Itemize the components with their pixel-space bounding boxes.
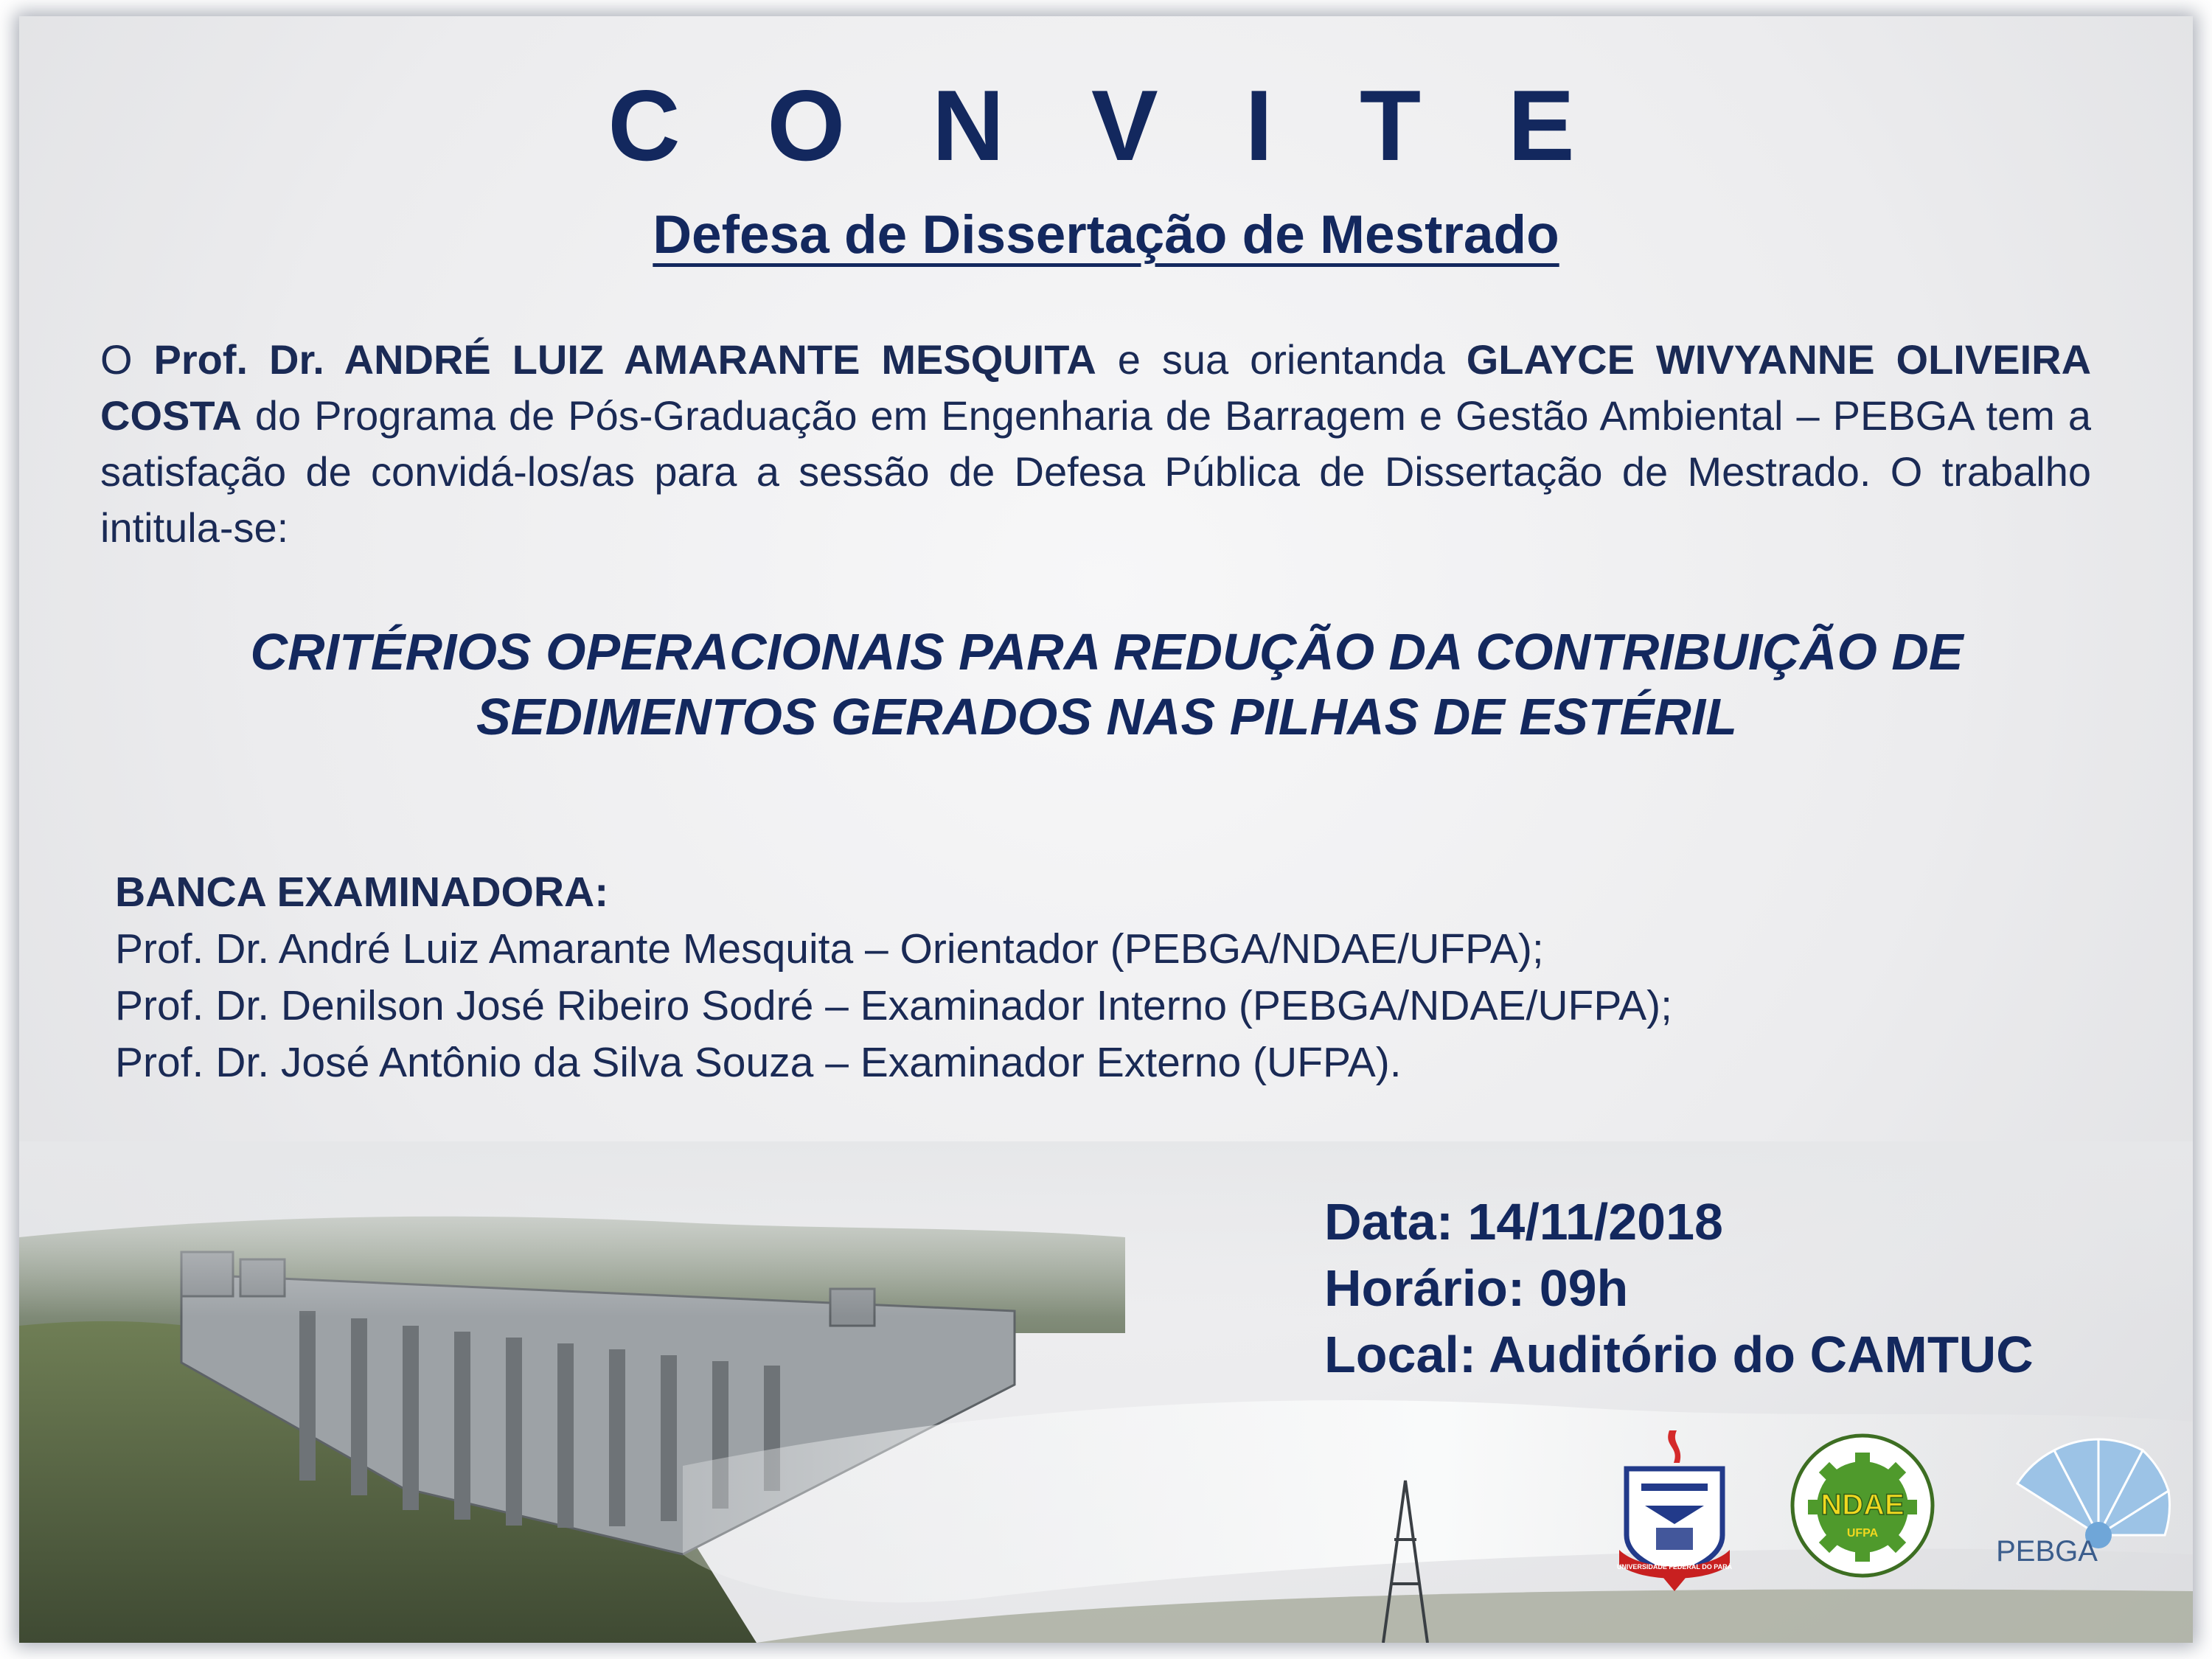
ufpa-label: UNIVERSIDADE FEDERAL DO PARÁ [1616, 1563, 1733, 1571]
ufpa-logo [1612, 1425, 1737, 1594]
page-title: C O N V I T E [608, 69, 1604, 181]
banca-member: Prof. Dr. José Antônio da Silva Souza – Examinador Externo (UFPA). [115, 1039, 1402, 1086]
ndae-logo [1789, 1425, 1936, 1587]
event-info [1324, 1189, 2034, 1388]
pebga-logo [1988, 1425, 2172, 1572]
thesis-title [122, 619, 2091, 749]
banca-heading: BANCA EXAMINADORA: [115, 869, 609, 916]
pebga-label: PEBGA [1996, 1535, 2098, 1568]
banca-examinadora [115, 864, 1958, 1091]
invitation-card [19, 16, 2193, 1643]
event-time: Horário: 09h [1324, 1259, 1629, 1317]
ndae-label: NDAE [1820, 1489, 1905, 1521]
subtitle-text: Defesa de Dissertação de Mestrado [653, 205, 1559, 265]
intro-p2: e sua orientanda [1096, 336, 1467, 383]
advisor-name: Prof. Dr. ANDRÉ LUIZ AMARANTE MESQUITA [153, 336, 1096, 383]
event-date: Data: 14/11/2018 [1324, 1193, 1723, 1251]
intro-p3: do Programa de Pós-Graduação em Engenharia de Barragem e Gestão Ambiental – PEBGA tem a satisfação de convidá-los/as para a sessão de Defesa Pública de Dissertação de Mestrado. O trabalho intitula-se: [100, 392, 2091, 551]
thesis-line-1: CRITÉRIOS OPERACIONAIS PARA REDUÇÃO DA CONTRIBUIÇÃO DE [250, 623, 1964, 681]
logos [1612, 1425, 2172, 1601]
intro-p1: O [100, 336, 154, 383]
ndae-sublabel: UFPA [1846, 1527, 1879, 1540]
intro-paragraph [100, 332, 2091, 556]
subtitle [19, 204, 2193, 265]
thesis-line-2: SEDIMENTOS GERADOS NAS PILHAS DE ESTÉRIL [476, 688, 1738, 745]
banca-member: Prof. Dr. André Luiz Amarante Mesquita – Orientador (PEBGA/NDAE/UFPA); [115, 925, 1544, 973]
banca-member: Prof. Dr. Denilson José Ribeiro Sodré – Examinador Interno (PEBGA/NDAE/UFPA); [115, 982, 1672, 1029]
student-name: GLAYCE WIVYANNE OLIVEIRA COSTA [100, 336, 2092, 439]
event-location: Local: Auditório do CAMTUC [1324, 1326, 2034, 1383]
